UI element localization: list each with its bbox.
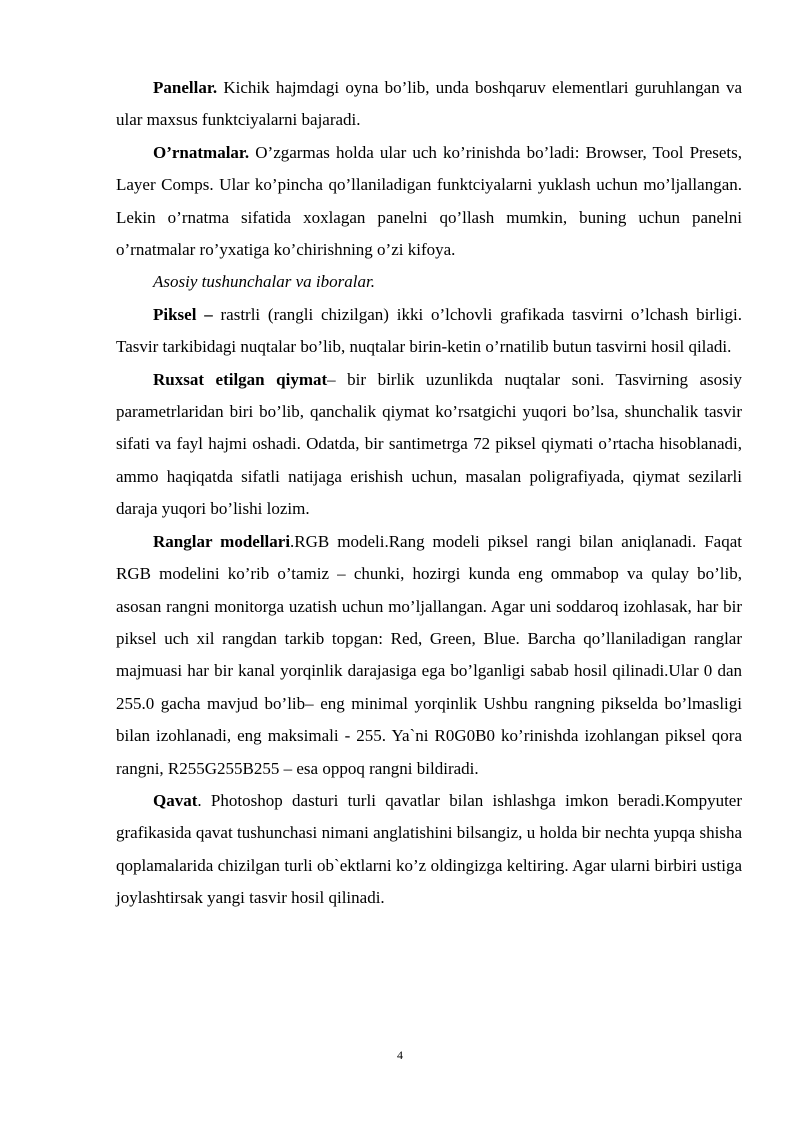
paragraph-panellar [116,72,742,137]
paragraph-ornatmalar [116,137,742,267]
page-number: 4 [397,1048,403,1062]
term-panellar: Panellar. [153,78,218,97]
paragraph-panellar-text: Kichik hajmdagi oyna bo’lib, unda boshqaruv elementlari guruhlangan va ular maxsus funktciyalarni bajaradi. [116,78,742,130]
paragraph-ruxsat-etilgan-qiymat [116,364,742,526]
paragraph-ornatmalar-text: O’zgarmas holda ular uch ko’rinishda bo’ladi: Browser, Tool Presets, Layer Comps. Ular ko’pincha qo’llaniladigan funktciyalarni yuklash uchun mo’ljallangan. Lekin o’rnatma sifatida xoxlagan panelni qo’llash mumkin, buning uchun panelni o’rnatmalar ro’yxatiga ko’chirishning o’zi kifoya. [116,142,742,260]
subheading-asosiy-tushunchalar: Asosiy tushunchalar va iboralar. [153,272,375,292]
term-qavat: Qavat [153,790,198,810]
term-piksel: Piksel – [153,304,213,324]
paragraph-piksel [116,299,742,364]
document-body [116,72,742,915]
term-ranglar-modellari: Ranglar modellari [153,531,291,551]
term-ornatmalar: O’rnatmalar. [153,142,250,162]
paragraph-subheading [116,266,742,298]
paragraph-ranglar-modellari [116,526,742,785]
paragraph-ruxsat-etilgan-qiymat-text: – bir birlik uzunlikda nuqtalar soni. Tasvirning asosiy parametrlaridan biri bo’lib, qanchalik qiymat ko’rsatgichi yuqori bo’lsa, shunchalik tasvir sifati va fayl hajmi oshadi. Odatda, bir santimetrga 72 piksel qiymati o’rtacha hisoblanadi, ammo haqiqatda sifatli natijaga erishish uchun, masalan poligrafiyada, qiymat sezilarli daraja yuqori bo’lishi lozim. [116,369,742,519]
paragraph-qavat [116,785,742,915]
paragraph-qavat-text: . Photoshop dasturi turli qavatlar bilan ishlashga imkon beradi.Kompyuter grafikasida qavat tushunchasi nimani anglatishini bilsangiz, u holda bir nechta yupqa shisha qoplamalarida chizilgan turli ob`ektlarni ko’z oldingizga keltiring. Agar ularni birbiri ustiga joylashtirsak yangi tasvir hosil qilinadi. [116,790,742,908]
paragraph-piksel-text: rastrli (rangli chizilgan) ikki o’lchovli grafikada tasvirni o’lchash birligi. Tasvir tarkibidagi nuqtalar bo’lib, nuqtalar birin-ketin o’rnatilib butun tasvirni hosil qiladi. [116,304,742,357]
term-ruxsat-etilgan-qiymat: Ruxsat etilgan qiymat [153,369,328,389]
paragraph-ranglar-modellari-text: .RGB modeli.Rang modeli piksel rangi bilan aniqlanadi. Faqat RGB modelini ko’rib o’tamiz – chunki, hozirgi kunda eng ommabop va qulay bo’lib, asosan rangni monitorga uzatish uchun mo’ljallangan. Agar uni soddaroq izohlasak, har bir piksel uch xil rangdan tarkib topgan: Red, Green, Blue. Barcha qo’llaniladigan ranglar majmuasi har bir kanal yorqinlik darajasiga ega bo’lganligi sabab hosil qilinadi.Ular 0 dan 255.0 gacha mavjud bo’lib– eng minimal yorqinlik Ushbu rangning pikselda bo’lmasligi bilan izohlanadi, eng maksimali - 255. Ya`ni R0G0B0 ko’rinishda izohlangan piksel qora rangni, R255G255B255 – esa oppoq rangni bildiradi. [116,531,742,778]
